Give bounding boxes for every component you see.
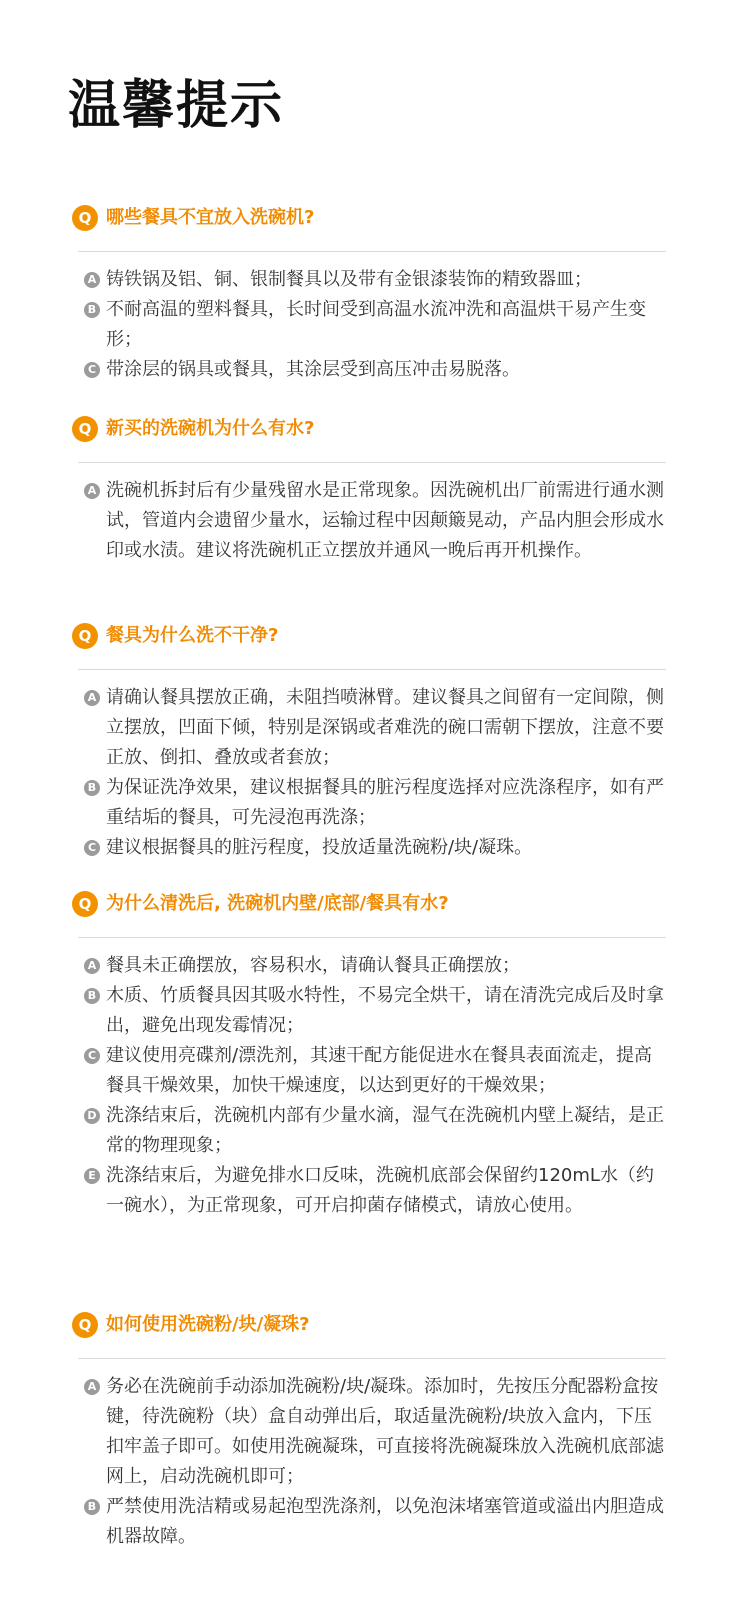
answer-text: 带涂层的锅具或餐具，其涂层受到高压冲击易脱落。 [106, 359, 520, 380]
answer-item [72, 295, 666, 355]
question-text: 如何使用洗碗粉/块/凝珠? [106, 1314, 310, 1335]
answer-badge-icon: B [84, 1499, 100, 1515]
answer-text: 餐具未正确摆放，容易积水，请确认餐具正确摆放； [106, 955, 520, 976]
answer-item [72, 1492, 666, 1552]
answer-text: 洗涤结束后，为避免排水口反味，洗碗机底部会保留约120mL水（约一碗水），为正常现象，可开启抑菌存储模式，请放心使用。 [106, 1165, 654, 1216]
answer-badge-icon: A [84, 272, 100, 288]
answer-badge-icon: D [84, 1108, 100, 1124]
answer-text: 洗涤结束后，洗碗机内部有少量水滴，湿气在洗碗机内壁上凝结，是正常的物理现象； [106, 1105, 664, 1156]
question-text: 餐具为什么洗不干净? [106, 625, 279, 646]
answer-item [72, 1101, 666, 1161]
answer-text: 铸铁锅及铝、铜、银制餐具以及带有金银漆装饰的精致器皿； [106, 269, 592, 290]
answer-item [72, 1041, 666, 1101]
question-text: 哪些餐具不宜放入洗碗机? [106, 207, 315, 228]
answer-text: 木质、竹质餐具因其吸水特性，不易完全烘干，请在清洗完成后及时拿出，避免出现发霉情况； [106, 985, 664, 1036]
answer-item [72, 355, 666, 385]
question-badge-icon: Q [72, 1312, 98, 1338]
question-text: 为什么清洗后, 洗碗机内壁/底部/餐具有水? [106, 893, 449, 914]
answer-badge-icon: C [84, 840, 100, 856]
answer-badge-icon: A [84, 958, 100, 974]
answer-item [72, 951, 666, 981]
question-badge-icon: Q [72, 623, 98, 649]
divider [78, 937, 666, 938]
question-row [72, 889, 666, 919]
answer-badge-icon: B [84, 780, 100, 796]
answer-item [72, 833, 666, 863]
question-text: 新买的洗碗机为什么有水? [106, 418, 315, 439]
answer-item [72, 1161, 666, 1221]
answer-text: 洗碗机拆封后有少量残留水是正常现象。因洗碗机出厂前需进行通水测试，管道内会遗留少量水，运输过程中因颠簸晃动，产品内胆会形成水印或水渍。建议将洗碗机正立摆放并通风一晚后再开机操作。 [106, 480, 664, 561]
answer-badge-icon: B [84, 988, 100, 1004]
answer-list [72, 1372, 666, 1552]
divider [78, 1358, 666, 1359]
answer-list [72, 951, 666, 1221]
answer-item [72, 1372, 666, 1492]
page-title: 温馨提示 [68, 76, 285, 136]
answer-badge-icon: E [84, 1168, 100, 1184]
question-badge-icon: Q [72, 891, 98, 917]
answer-list [72, 683, 666, 863]
answer-text: 建议根据餐具的脏污程度，投放适量洗碗粉/块/凝珠。 [106, 837, 533, 858]
answer-badge-icon: A [84, 690, 100, 706]
question-row [72, 1310, 666, 1340]
answer-text: 建议使用亮碟剂/漂洗剂，其速干配方能促进水在餐具表面流走，提高餐具干燥效果，加快干燥速度，以达到更好的干燥效果； [106, 1045, 653, 1096]
divider [78, 462, 666, 463]
faq-section [72, 414, 666, 566]
answer-badge-icon: A [84, 483, 100, 499]
answer-list [72, 476, 666, 566]
question-badge-icon: Q [72, 205, 98, 231]
question-row [72, 414, 666, 444]
answer-item [72, 265, 666, 295]
question-badge-icon: Q [72, 416, 98, 442]
divider [78, 669, 666, 670]
answer-text: 务必在洗碗前手动添加洗碗粉/块/凝珠。添加时，先按压分配器粉盒按键，待洗碗粉（块）盒自动弹出后，取适量洗碗粉/块放入盒内，下压扣牢盖子即可。如使用洗碗凝珠，可直接将洗碗凝珠放入洗碗机底部滤网上，启动洗碗机即可； [106, 1376, 664, 1487]
answer-text: 不耐高温的塑料餐具，长时间受到高温水流冲洗和高温烘干易产生变形； [106, 299, 646, 350]
faq-section [72, 1310, 666, 1552]
faq-section [72, 203, 666, 385]
answer-badge-icon: C [84, 1048, 100, 1064]
faq-section [72, 621, 666, 863]
answer-item [72, 981, 666, 1041]
answer-item [72, 476, 666, 566]
question-row [72, 621, 666, 651]
answer-text: 为保证洗净效果，建议根据餐具的脏污程度选择对应洗涤程序，如有严重结垢的餐具，可先浸泡再洗涤； [106, 777, 664, 828]
divider [78, 251, 666, 252]
answer-badge-icon: B [84, 302, 100, 318]
answer-badge-icon: A [84, 1379, 100, 1395]
question-row [72, 203, 666, 233]
answer-text: 请确认餐具摆放正确，未阻挡喷淋臂。建议餐具之间留有一定间隙，侧立摆放，凹面下倾，特别是深锅或者难洗的碗口需朝下摆放，注意不要正放、倒扣、叠放或者套放； [106, 687, 664, 768]
answer-list [72, 265, 666, 385]
faq-section [72, 889, 666, 1221]
answer-badge-icon: C [84, 362, 100, 378]
answer-item [72, 683, 666, 773]
answer-item [72, 773, 666, 833]
answer-text: 严禁使用洗洁精或易起泡型洗涤剂，以免泡沫堵塞管道或溢出内胆造成机器故障。 [106, 1496, 664, 1547]
